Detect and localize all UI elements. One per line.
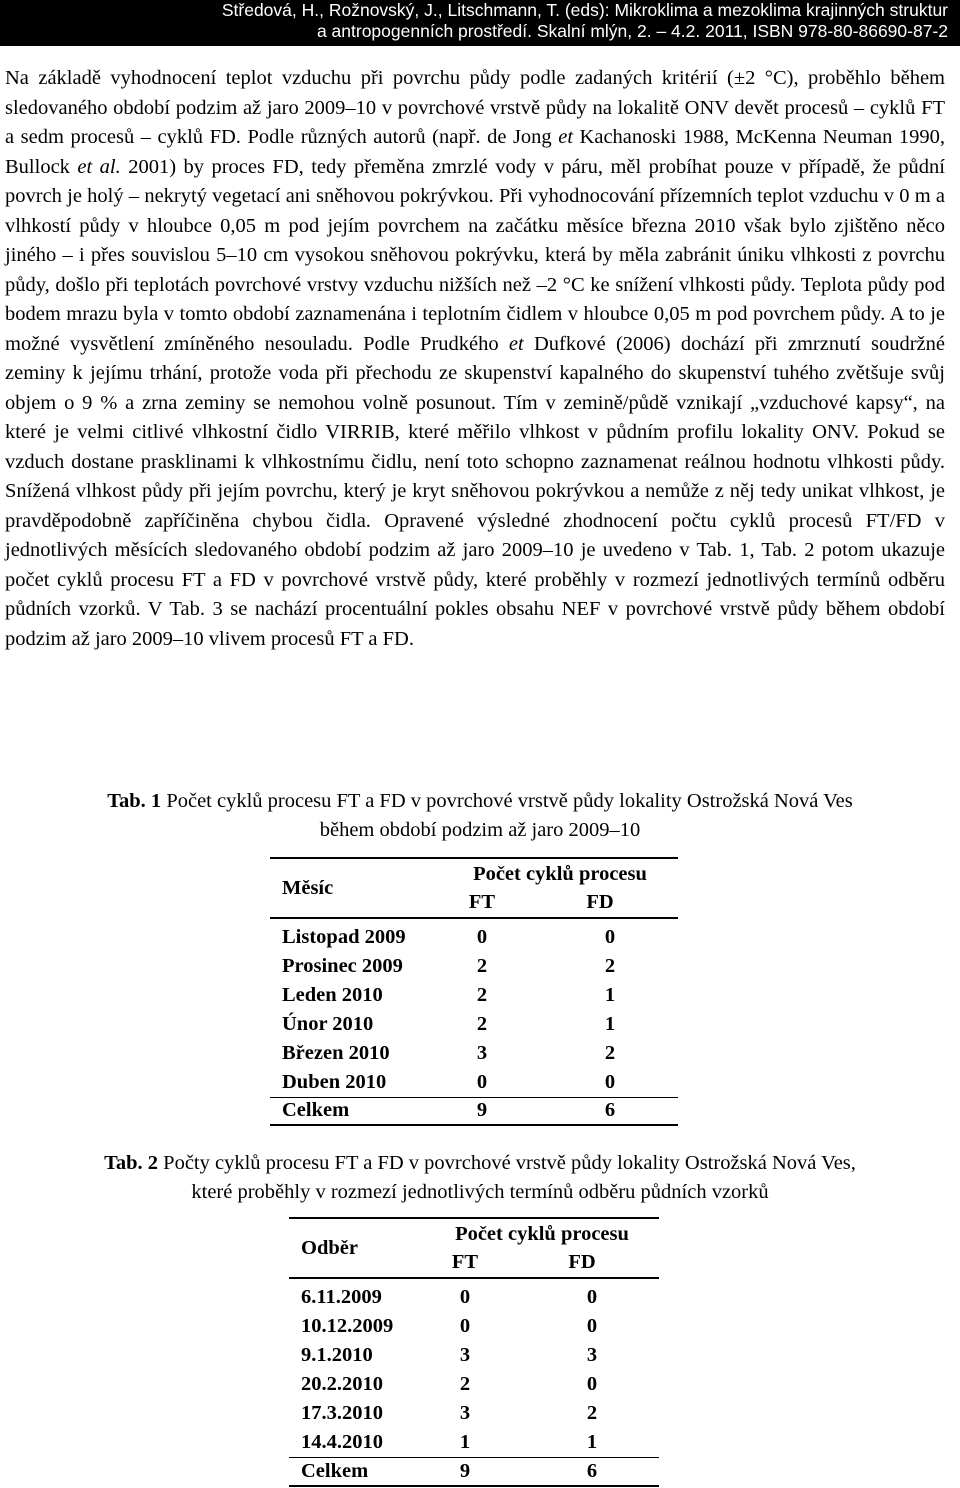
row-label: 6.11.2009 — [301, 1286, 382, 1308]
row-ft-value: 0 — [459, 1286, 471, 1308]
table-row — [270, 952, 678, 981]
table2-header-row-1 — [289, 1220, 659, 1248]
table1-total-label: Celkem — [270, 1097, 442, 1125]
row-label: Březen 2010 — [282, 1042, 390, 1064]
row-label: 14.4.2010 — [301, 1430, 383, 1453]
table-row — [270, 1010, 678, 1039]
table2-col-fd: FD — [568, 1251, 596, 1273]
header-citation-line-2: a antropogenních prostředí. Skalní mlýn, 2. – 4.2. 2011, ISBN 978-80-86690-87-2 — [316, 21, 948, 41]
row-ft-value: 3 — [476, 1042, 488, 1064]
table1-body — [270, 923, 678, 1097]
row-fd-value: 0 — [586, 1373, 598, 1395]
table2-caption-line-2: které proběhly v rozmezí jednotlivých termínů odběru půdních vzorků — [191, 1181, 769, 1203]
table-row — [289, 1341, 659, 1370]
table2-total-label: Celkem — [289, 1457, 425, 1486]
table1-header-row-1 — [270, 860, 678, 888]
table2-col-ft: FT — [451, 1251, 479, 1273]
row-label: Duben 2010 — [282, 1070, 387, 1093]
table2-caption-line-1 — [0, 1149, 960, 1178]
row-fd-value: 1 — [604, 984, 616, 1006]
row-ft-value: 1 — [459, 1430, 471, 1453]
row-fd-value: 2 — [604, 955, 616, 977]
table1-col-group: Počet cyklů procesu — [473, 862, 647, 885]
table-row — [270, 923, 678, 952]
row-ft-value: 2 — [476, 984, 488, 1006]
table1-col-ft: FT — [468, 891, 496, 913]
paragraph-et-1: et — [558, 126, 574, 148]
table2-total-fd: 6 — [505, 1457, 659, 1486]
row-ft-value: 3 — [459, 1402, 471, 1424]
paragraph-part-1: Na základě vyhodnocení teplot vzduchu při povrchu půdy podle zadaných kritérií (±2 °C), proběhlo během sledovaného období podzim až jaro 2009–10 v povrchové vrstvě půdy na lokalitě ONV devět procesů – cyklů FT a sedm procesů – cyklů FD. Podle různých autorů (např. de Jong — [5, 67, 945, 148]
table-row — [289, 1312, 659, 1341]
table-row — [289, 1399, 659, 1428]
table1-total-fd: 6 — [522, 1097, 678, 1125]
row-ft-value: 2 — [476, 955, 488, 977]
row-ft-value: 0 — [476, 1070, 488, 1093]
table2-caption — [0, 1149, 960, 1207]
table1-caption-line-1 — [0, 787, 960, 816]
table1-col-fd: FD — [586, 891, 614, 913]
row-ft-value: 3 — [459, 1344, 471, 1366]
table-row — [289, 1370, 659, 1399]
table1-caption-text: Počet cyklů procesu FT a FD v povrchové vrstvě půdy lokality Ostrožská Nová Ves — [161, 790, 853, 812]
paragraph-et-3: et — [508, 332, 524, 355]
row-label: Listopad 2009 — [282, 926, 406, 948]
paragraph-part-3: 2001) by proces FD, tedy přeměna zmrzlé vody v páru, měl probíhat pouze v případě, že půdní povrch je holý – nekrytý vegetací ani sněhovou pokrývkou. Při vyhodnocování přízemních teplot vzduchu v 0 m a vlhkostí půdy v hloubce 0,05 m pod jejím povrchem na začátku měsíce března 2010 však bylo zjištěno něco jiného – i přes souvislou 5–10 cm vysokou sněhovou pokrývku, která by měla zabránit úniku vlhkosti z povrchu půdy, došlo při teplotách povrchové vrstvy vzduchu nižších než –2 °C ke snížení vlhkosti půdy. Teplota půdy pod bodem mrazu byla v tomto období zaznamenána i teplotním čidlem v hloubce 0,05 m pod povrchem půdy. A to je možné vysvětlení zmíněného nesouladu. Podle Prudkého — [5, 155, 945, 355]
row-fd-value: 0 — [586, 1286, 598, 1308]
table-row — [270, 1068, 678, 1097]
row-label: Leden 2010 — [282, 984, 383, 1006]
table1-caption-label: Tab. 1 — [107, 790, 162, 812]
table-row — [270, 981, 678, 1010]
paragraph-part-4: Dufkové (2006) dochází při zmrznutí soudržné zeminy k jejímu trhání, protože voda při přechodu ze skupenství kapalného do skupenství tuhého zvětšuje svůj objem o 9 % a zrna zeminy se nemohou volně posunout. Tím v zemině/půdě vznikají „vzduchové kapsy“, na které je velmi citlivé vlhkostní čidlo VIRRIB, které měřilo vlhkost v půdním profilu lokality ONV. Pokud se vzduch dostane prasklinami k vlhkostnímu čidlu, není toto schopno zaznamenat reálnou hodnotu vlhkosti půdy. Snížená vlhkost půdy při jejím povrchu, který je kryt sněhovou pokrývkou a nemůže z něj tedy unikat vlhkost, je pravděpodobně zapříčiněna chybou čidla. Opravené výsledné zhodnocení počtu cyklů procesů FT/FD v jednotlivých měsících sledovaného období podzim až jaro 2009–10 je uvedeno v Tab. 1, Tab. 2 potom ukazuje počet cyklů procesu FT a FD v povrchové vrstvě půdy, které proběhly v rozmezí jednotlivých termínů odběru půdních vzorků. V Tab. 3 se nachází procentuální pokles obsahu NEF v povrchové vrstvě půdy během období podzim až jaro 2009–10 vlivem procesů FT a FD. — [5, 332, 945, 650]
row-fd-value: 2 — [604, 1042, 616, 1064]
table1-total-ft: 9 — [442, 1097, 522, 1125]
row-label: 20.2.2010 — [301, 1373, 383, 1395]
table2-col-first: Odběr — [301, 1237, 358, 1259]
row-ft-value: 0 — [459, 1315, 471, 1337]
table2-total-ft: 9 — [425, 1457, 505, 1486]
table1-total-row — [270, 1097, 678, 1125]
paragraph-et-2: et al. — [77, 155, 121, 178]
row-ft-value: 2 — [476, 1013, 488, 1035]
table-row — [270, 1039, 678, 1068]
paragraph-part-2: Kachanoski 1988, McKenna Neuman 1990, Bullock — [5, 126, 945, 178]
row-label: Prosinec 2009 — [282, 955, 403, 977]
table2 — [289, 1217, 659, 1488]
row-fd-value: 1 — [586, 1430, 598, 1453]
table1-caption — [0, 787, 960, 845]
table-row — [289, 1428, 659, 1457]
page-header — [0, 0, 960, 46]
body-paragraph — [5, 64, 945, 654]
table2-body — [289, 1283, 659, 1457]
table1-col-first: Měsíc — [282, 877, 334, 899]
row-fd-value: 0 — [586, 1315, 598, 1337]
row-label: 10.12.2009 — [301, 1315, 394, 1337]
header-citation-line-1: Středová, H., Rožnovský, J., Litschmann, T. (eds): Mikroklima a mezoklima krajinných struktur — [221, 0, 948, 20]
table1-caption-line-2: během období podzim až jaro 2009–10 — [319, 819, 641, 841]
row-fd-value: 0 — [604, 1070, 616, 1093]
row-ft-value: 0 — [476, 926, 488, 948]
row-label: 9.1.2010 — [301, 1344, 373, 1366]
table2-caption-label: Tab. 2 — [104, 1152, 159, 1174]
table-row — [289, 1283, 659, 1312]
table1 — [270, 857, 678, 1127]
row-label: Únor 2010 — [282, 1013, 374, 1035]
row-fd-value: 0 — [604, 926, 616, 948]
row-fd-value: 1 — [604, 1013, 616, 1035]
row-ft-value: 2 — [459, 1373, 471, 1395]
table2-caption-text: Počty cyklů procesu FT a FD v povrchové vrstvě půdy lokality Ostrožská Nová Ves, — [158, 1152, 856, 1174]
row-fd-value: 3 — [586, 1344, 598, 1366]
table2-col-group: Počet cyklů procesu — [455, 1222, 629, 1245]
row-fd-value: 2 — [586, 1402, 598, 1424]
row-label: 17.3.2010 — [301, 1402, 383, 1424]
